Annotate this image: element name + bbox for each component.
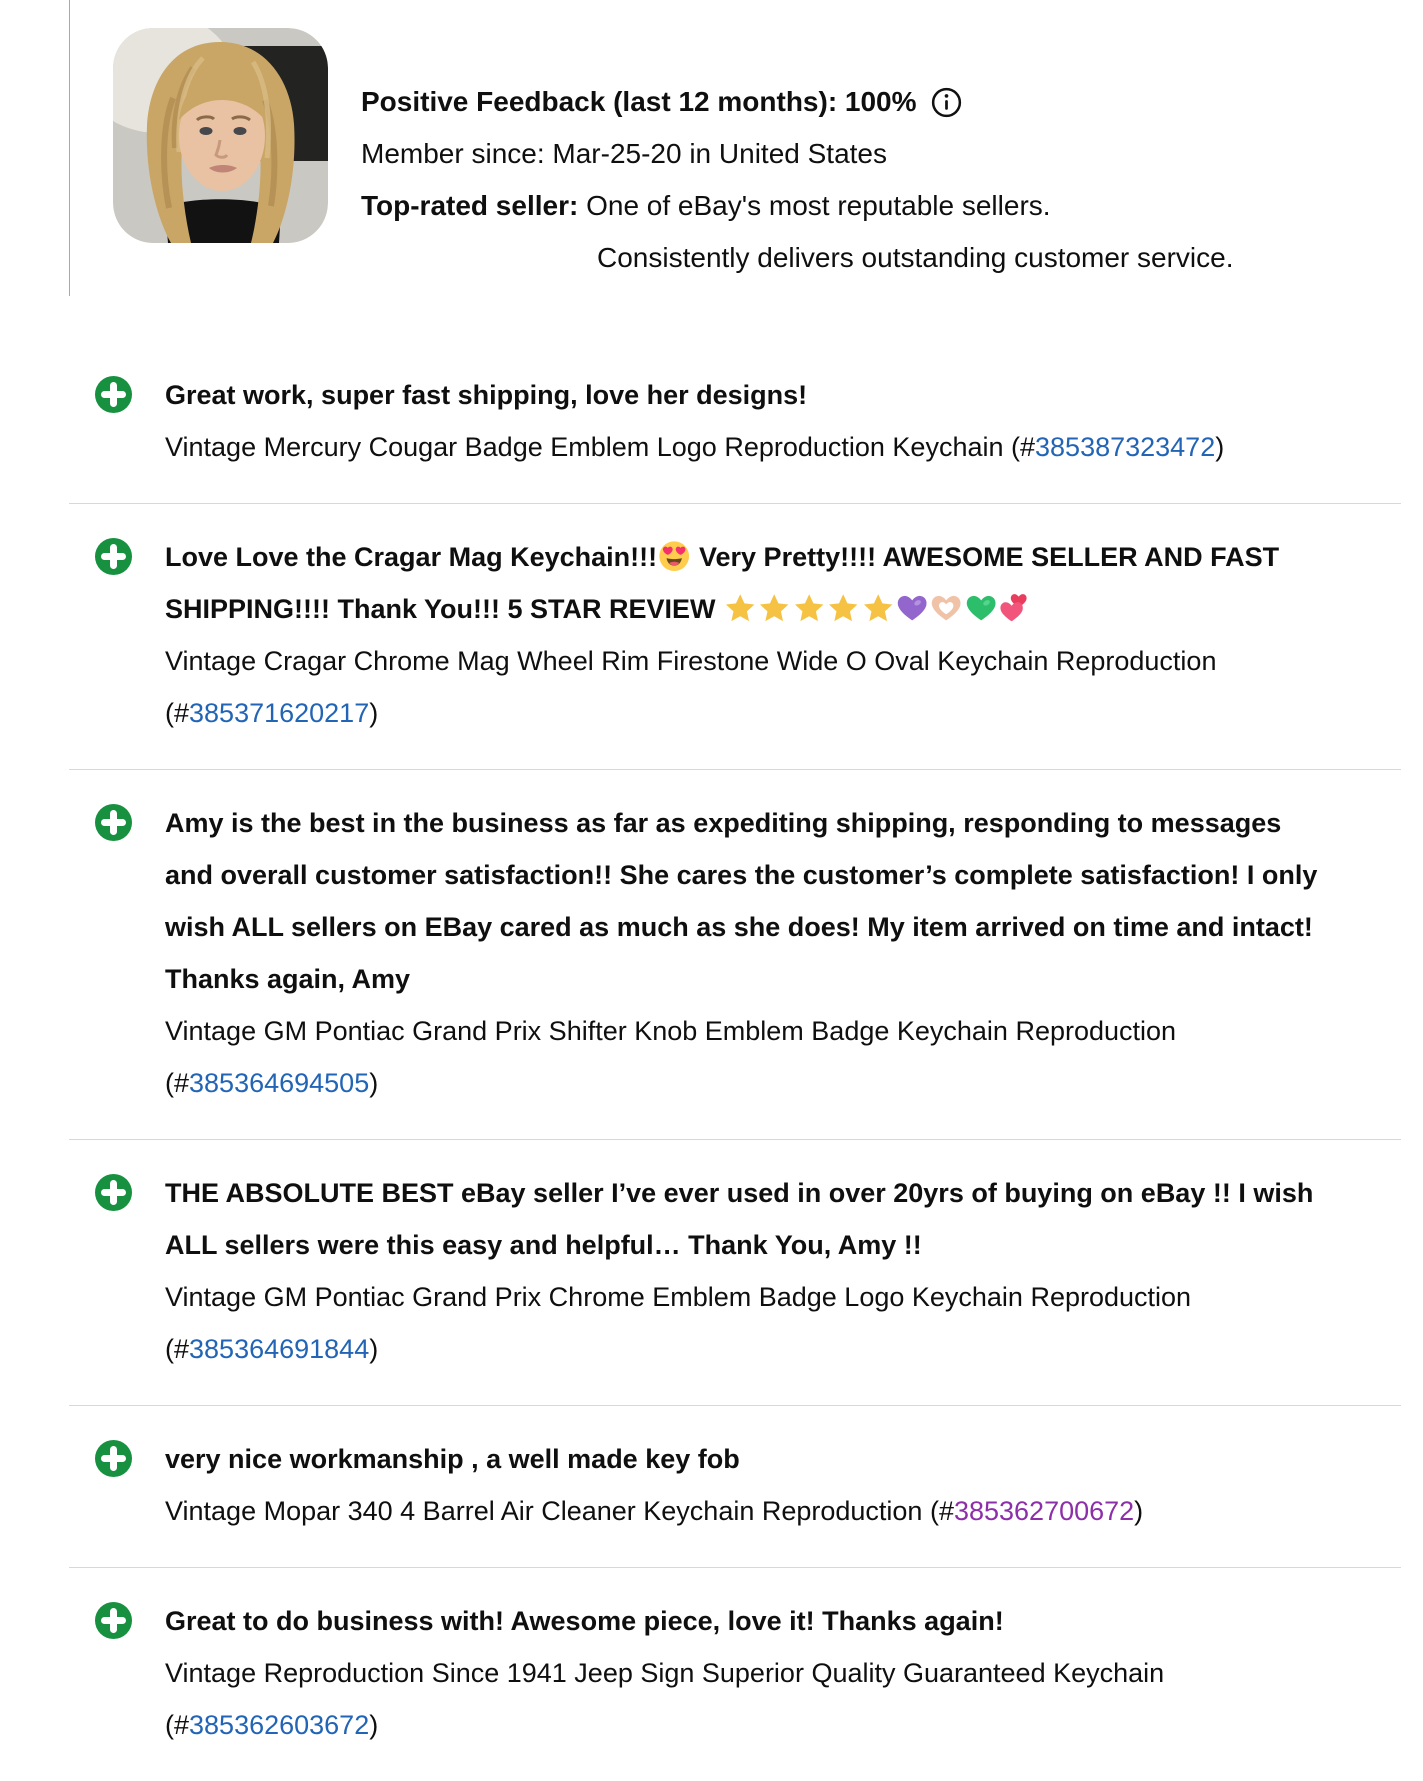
member-since-text: Member since: Mar-25-20 in United States	[361, 138, 887, 169]
purple-heart-emoji	[896, 592, 928, 624]
feedback-item	[69, 1406, 1401, 1568]
positive-feedback-icon	[95, 1440, 132, 1477]
feedback-item	[69, 770, 1401, 1140]
item-title-text: Vintage GM Pontiac Grand Prix Chrome Emblem Badge Logo Keychain Reproduction	[165, 1282, 1192, 1312]
green-heart-emoji	[965, 592, 997, 624]
item-number-link[interactable]: 385364694505	[189, 1068, 370, 1098]
top-rated-seller-line	[361, 180, 1234, 232]
positive-feedback-icon	[95, 1602, 132, 1639]
heart-eyes-emoji	[658, 540, 690, 572]
star-emoji	[758, 592, 790, 624]
feedback-comment: Great to do business with! Awesome piece, love it! Thanks again!	[165, 1606, 1004, 1636]
feedback-item	[69, 504, 1401, 770]
star-emoji	[724, 592, 756, 624]
feedback-item-title: Vintage GM Pontiac Grand Prix Chrome Emblem Badge Logo Keychain Reproduction (#385364691844)	[165, 1282, 1192, 1364]
info-icon[interactable]	[931, 87, 962, 118]
feedback-item	[69, 1140, 1401, 1406]
positive-feedback-text: Positive Feedback (last 12 months): 100%	[361, 86, 917, 117]
feedback-comment: Love Love the Cragar Mag Keychain!!! Very Pretty!!!! AWESOME SELLER AND FAST SHIPPING!!!! Thank You!!! 5 STAR REVIEW	[165, 531, 1333, 635]
feedback-item-title: Vintage GM Pontiac Grand Prix Shifter Knob Emblem Badge Keychain Reproduction (#385364694505)	[165, 1016, 1177, 1098]
star-emoji	[827, 592, 859, 624]
top-rated-seller-text-2: Consistently delivers outstanding customer service.	[597, 242, 1234, 273]
feedback-item	[69, 342, 1401, 504]
item-number-link[interactable]: 385371620217	[189, 698, 370, 728]
seller-avatar	[113, 28, 328, 243]
top-rated-seller-label: Top-rated seller:	[361, 190, 579, 221]
item-number-link[interactable]: 385387323472	[1035, 432, 1216, 462]
feedback-item-title: Vintage Reproduction Since 1941 Jeep Sign Superior Quality Guaranteed Keychain (#385362603672)	[165, 1658, 1165, 1740]
feedback-item-title: Vintage Mopar 340 4 Barrel Air Cleaner Keychain Reproduction (#385362700672)	[165, 1496, 1144, 1526]
item-title-text: Vintage Mopar 340 4 Barrel Air Cleaner Keychain Reproduction	[165, 1496, 923, 1526]
item-title-text: Vintage GM Pontiac Grand Prix Shifter Knob Emblem Badge Keychain Reproduction	[165, 1016, 1177, 1046]
two-hearts-emoji	[999, 592, 1031, 624]
feedback-comment: THE ABSOLUTE BEST eBay seller I’ve ever used in over 20yrs of buying on eBay !! I wish ALL sellers were this easy and helpful… Thank You, Amy !!	[165, 1178, 1314, 1260]
positive-feedback-summary	[361, 76, 1234, 128]
positive-feedback-icon	[95, 376, 132, 413]
item-number-link[interactable]: 385362603672	[189, 1710, 370, 1740]
feedback-comment: very nice workmanship , a well made key fob	[165, 1444, 740, 1474]
item-title-text: Vintage Reproduction Since 1941 Jeep Sign Superior Quality Guaranteed Keychain	[165, 1658, 1165, 1688]
feedback-item-title: Vintage Mercury Cougar Badge Emblem Logo Reproduction Keychain (#385387323472)	[165, 432, 1225, 462]
star-emoji	[793, 592, 825, 624]
feedback-item-title: Vintage Cragar Chrome Mag Wheel Rim Firestone Wide O Oval Keychain Reproduction (#385371620217)	[165, 646, 1217, 728]
positive-feedback-icon	[95, 1174, 132, 1211]
item-number-link[interactable]: 385364691844	[189, 1334, 370, 1364]
feedback-list	[69, 342, 1401, 1781]
positive-feedback-icon	[95, 538, 132, 575]
item-number-link[interactable]: 385362700672	[953, 1496, 1135, 1526]
top-rated-seller-text: One of eBay's most reputable sellers.	[578, 190, 1051, 221]
item-title-text: Vintage Mercury Cougar Badge Emblem Logo Reproduction Keychain	[165, 432, 1004, 462]
feedback-comment: Great work, super fast shipping, love her designs!	[165, 380, 808, 410]
heart-hands-emoji	[930, 592, 962, 624]
seller-profile-section	[69, 0, 1423, 296]
star-emoji	[862, 592, 894, 624]
item-title-text: Vintage Cragar Chrome Mag Wheel Rim Firestone Wide O Oval Keychain Reproduction	[165, 646, 1217, 676]
positive-feedback-icon	[95, 804, 132, 841]
feedback-comment: Amy is the best in the business as far as expediting shipping, responding to messages and overall customer satisfaction!! She cares the customer’s complete satisfaction! I only wish ALL sellers on EBay cared as much as she does! My item arrived on time and intact! Thanks again, Amy	[165, 808, 1318, 994]
